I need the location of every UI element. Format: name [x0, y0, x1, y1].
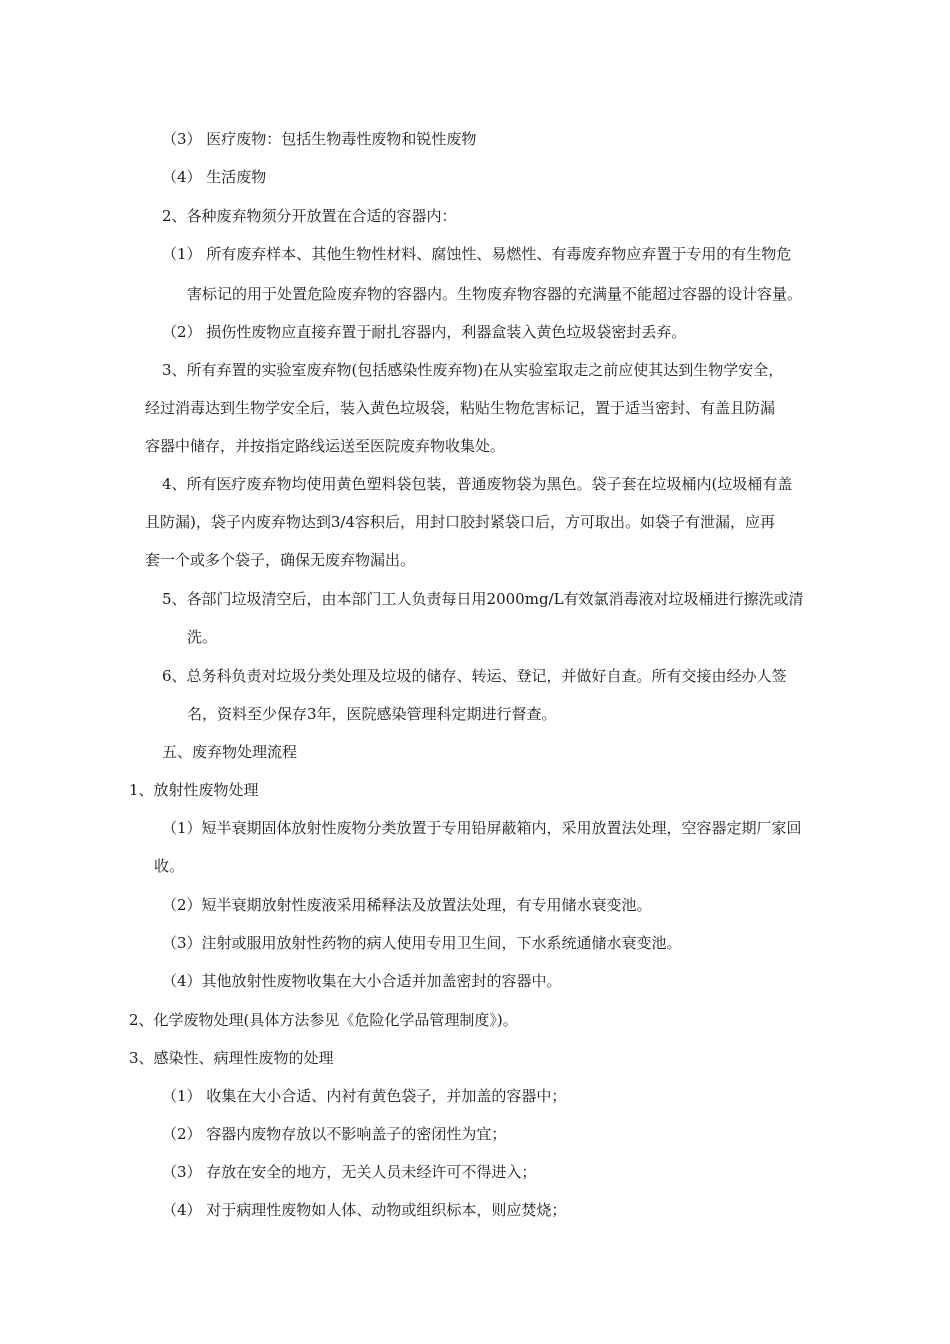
text-line: 害标记的用于处置危险废弃物的容器内。生物废弃物容器的充满量不能超过容器的设计容量。 — [187, 285, 803, 303]
text-line: 收。 — [154, 857, 185, 875]
text-line: （4） 生活废物 — [162, 168, 267, 186]
subsection-heading: 2、化学废物处理(具体方法参见《危险化学品管理制度》)。 — [129, 1011, 518, 1029]
text-line: （3） 存放在安全的地方，无关人员未经许可不得进入； — [162, 1163, 537, 1181]
text-line: （3） 医疗废物：包括生物毒性废物和锐性废物 — [162, 130, 477, 148]
subsection-heading: 3、感染性、病理性废物的处理 — [129, 1049, 334, 1067]
text-line: 且防漏)，袋子内废弃物达到3/4容积后，用封口胶封紧袋口后，方可取出。如袋子有泄漏，应再 — [145, 513, 775, 531]
text-line: （2）短半衰期放射性废液采用稀释法及放置法处理，有专用储水衰变池。 — [162, 896, 652, 914]
text-line: 5、各部门垃圾清空后，由本部门工人负责每日用2000mg/L有效氯消毒液对垃圾桶进行擦洗或清 — [162, 590, 804, 608]
text-line: （1） 收集在大小合适、内衬有黄色袋子，并加盖的容器中； — [162, 1087, 567, 1105]
text-line: （2） 容器内废物存放以不影响盖子的密闭性为宜； — [162, 1125, 507, 1143]
text-line: （2） 损伤性废物应直接弃置于耐扎容器内，利器盒装入黄色垃圾袋密封丢弃。 — [162, 323, 687, 341]
text-line: （4） 对于病理性废物如人体、动物或组织标本，则应焚烧； — [162, 1201, 567, 1219]
text-line: 套一个或多个袋子，确保无废弃物漏出。 — [145, 551, 416, 569]
text-line: 洗。 — [187, 628, 218, 646]
text-line: 4、所有医疗废弃物均使用黄色塑料袋包装，普通废物袋为黑色。袋子套在垃圾桶内(垃圾桶有盖 — [162, 475, 793, 493]
text-line: 名，资料至少保存3年，医院感染管理科定期进行督查。 — [187, 705, 557, 723]
text-line: （4）其他放射性废物收集在大小合适并加盖密封的容器中。 — [162, 972, 562, 990]
text-line: 容器中储存，并按指定路线运送至医院废弃物收集处。 — [145, 437, 506, 455]
text-line: 6、总务科负责对垃圾分类处理及垃圾的储存、转运、登记，并做好自查。所有交接由经办人签 — [162, 667, 787, 685]
text-line: 经过消毒达到生物学安全后，装入黄色垃圾袋，粘贴生物危害标记，置于适当密封、有盖且防漏 — [145, 399, 776, 417]
text-line: （1）短半衰期固体放射性废物分类放置于专用铅屏蔽箱内，采用放置法处理，空容器定期厂家回 — [162, 819, 802, 837]
subsection-heading: 1、放射性废物处理 — [129, 781, 259, 799]
text-line: 3、所有弃置的实验室废弃物(包括感染性废弃物)在从实验室取走之前应使其达到生物学安全， — [162, 361, 784, 379]
text-line: 2、各种废弃物须分开放置在合适的容器内： — [162, 207, 457, 225]
text-line: （1） 所有废弃样本、其他生物性材料、腐蚀性、易燃性、有毒废弃物应弃置于专用的有生物危 — [162, 245, 792, 263]
text-line: （3）注射或服用放射性药物的病人使用专用卫生间，下水系统通储水衰变池。 — [162, 934, 682, 952]
section-heading: 五、废弃物处理流程 — [162, 743, 298, 761]
